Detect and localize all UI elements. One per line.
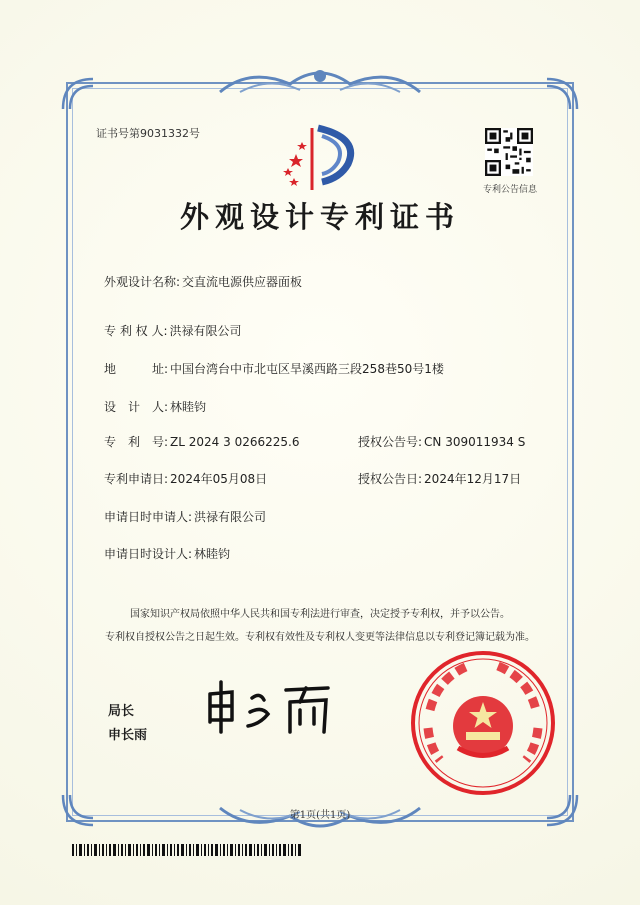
field-label: 申请日时设计人:	[104, 547, 193, 561]
designer-at-filing-field	[104, 545, 230, 562]
corner-ornament-icon	[58, 74, 98, 114]
field-label: 授权公告日:	[358, 472, 423, 486]
field-label: 专 利 权 人:	[104, 324, 168, 338]
qr-code-icon[interactable]	[485, 128, 533, 176]
field-value: 林睦钧	[170, 400, 207, 414]
field-value: 洪禄有限公司	[169, 324, 242, 338]
document-title: 外观设计专利证书	[179, 200, 460, 234]
cnipa-logo-icon	[282, 120, 362, 195]
field-label: 外观设计名称:	[104, 275, 181, 289]
field-value: 交直流电源供应器面板	[182, 275, 303, 289]
field-label: 专利申请日:	[104, 472, 169, 486]
director-signature-icon	[200, 676, 340, 736]
qr-caption: 专利公告信息	[482, 185, 537, 195]
field-value: ZL 2024 3 0266225.6	[170, 435, 300, 449]
field-value: 洪禄有限公司	[194, 510, 267, 524]
field-value: 中国台湾台中市北屯区旱溪西路三段258巷50号1楼	[170, 362, 444, 376]
field-value: 2024年05月08日	[170, 472, 268, 486]
field-value: 2024年12月17日	[424, 472, 522, 486]
design-name-field	[104, 273, 302, 290]
corner-ornament-icon	[542, 74, 582, 114]
field-label: 设 计 人:	[104, 400, 169, 414]
address-field	[104, 360, 444, 377]
field-label: 地 址:	[104, 362, 169, 376]
notice-line-2: 专利权自授权公告之日起生效。专利权有效性及专利权人变更等法律信息以专利登记簿记载为准。	[105, 632, 535, 643]
grant-pub-number-field	[358, 433, 525, 450]
field-value: 林睦钧	[194, 547, 231, 561]
top-ornament-icon	[210, 62, 430, 102]
application-date-field	[104, 470, 267, 487]
director-name: 申长雨	[108, 728, 148, 743]
field-value: CN 309011934 S	[424, 435, 526, 449]
field-label: 专 利 号:	[104, 435, 169, 449]
director-title: 局长	[108, 704, 135, 719]
field-label: 申请日时申请人:	[104, 510, 193, 524]
page-number: 第1页(共1页)	[289, 810, 351, 821]
patent-number-field	[104, 433, 299, 450]
barcode-icon	[72, 844, 302, 856]
field-label: 授权公告号:	[358, 435, 423, 449]
notice-line-1: 国家知识产权局依照中华人民共和国专利法进行审查，决定授予专利权，并予以公告。	[130, 609, 510, 620]
patentee-field	[104, 322, 242, 339]
applicant-at-filing-field	[104, 508, 266, 525]
designer-field	[104, 398, 206, 415]
official-seal-icon	[408, 648, 558, 798]
grant-pub-date-field	[358, 470, 521, 487]
certificate-number: 证书号第9031332号	[96, 127, 200, 140]
